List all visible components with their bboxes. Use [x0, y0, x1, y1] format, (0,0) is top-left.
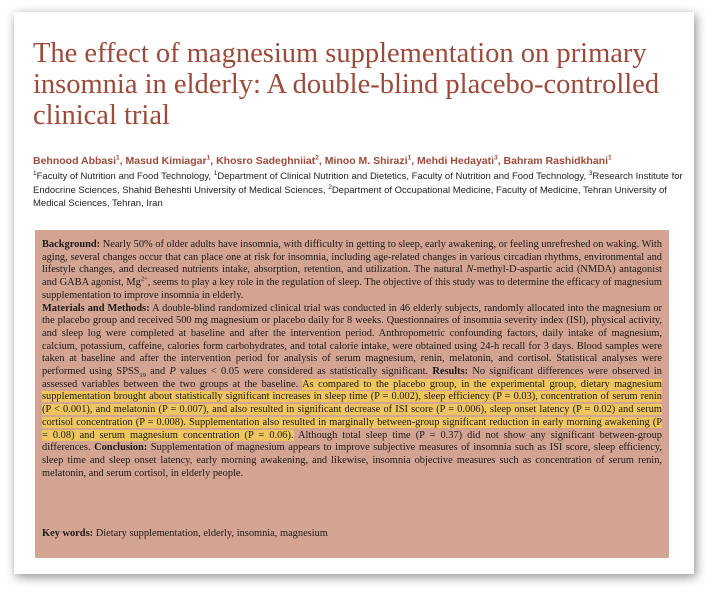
author: Masud Kimiagar$^1$,	[125, 154, 217, 167]
keywords-label: Key words:	[42, 528, 94, 539]
highlighted-text: As compared to the placebo group, in the experimental group, dietary magnesium supplementation brought about statistically significant increases in sleep time (P = 0.002), sleep efficiency (P = 0.03), concentration of serum renin (P < 0.001), and melatonin (P = 0.007), and also resulted in significant decrease of ISI score (P = 0.006), sleep onset latency (P = 0.02) and serum cortisol concentration (P = 0.008). Supplementation also resulted in marginally between-group significant reduction in early morning awakening (P = 0.08) and serum magnesium concentration (P = 0.06).	[42, 378, 663, 441]
keywords: Key words: Dietary supplementation, elderly, insomnia, magnesium	[42, 528, 328, 539]
author: Mehdi Hedayati$^3$,	[417, 154, 504, 167]
author: Behnood Abbasi$^1$	[33, 154, 120, 167]
abstract-box	[35, 230, 669, 558]
conclusion-label: Conclusion:	[94, 442, 148, 454]
author: Khosro Sadeghniiat$^2$,	[216, 154, 325, 167]
paper-page	[14, 12, 694, 574]
paper-title: The effect of magnesium supplementation on primary insomnia in elderly: A double-blind placebo-controlled clinical trial	[33, 38, 660, 131]
author-list: Behnood Abbasi$^1$, Masud Kimiagar$^1$, Khosro Sadeghniiat$^2$, Minoo M. Shirazi$^1$, Mehdi Hedayati$^3$, Bahram Rashidkhani$^1$	[33, 154, 612, 167]
abstract-text: Background: Nearly 50% of older adults have insomnia, with difficulty in getting to sleep, early awakening, or feeling unrefreshed on waking. With aging, several changes occur that can place one at risk for insomnia, including age-related changes in various circadian rhythms, environmental and lifestyle changes, and decreased nutrients intake, absorption, retention, and utilization. The natural N-methyl-D-aspartic acid (NMDA) antagonist and GABA agonist, $Mg^{2+}$, seems to play a key role in the regulation of sleep. The objective of this study was to determine the efficacy of magnesium supplementation to improve insomnia in elderly. Materials and Methods: A double-blind randomized clinical trial was conducted in 46 elderly subjects, randomly allocated into the magnesium or the placebo group and received 500 mg magnesium or placebo daily for 8 weeks. Questionnaires of insomnia severity index (ISI), physical activity, and sleep log were completed at baseline and after the intervention period. Anthropometric confounding factors, daily intake of magnesium, calcium, potassium, caffeine, calories form carbohydrates, and total calorie intake, were obtained using 24-h recall for 3 days. Blood samples were taken at baseline and after the intervention period for analysis of serum magnesium, renin, melatonin, and cortisol. Statistical analyses were performed using $SPSS_{19}$ and P values < 0.05 were considered as statistically significant. Results: No significant differences were observed in assessed variables between the two groups at the baseline. As compared to the placebo group, in the experimental group, dietary magnesium supplementation brought about statistically significant increases in sleep time (P = 0.002), sleep efficiency (P = 0.03), concentration of serum renin (P < 0.001), and melatonin (P = 0.007), and also resulted in significant decrease of ISI score (P = 0.006), sleep onset latency (P = 0.02) and serum cortisol concentration (P = 0.008). Supplementation also resulted in marginally between-group significant reduction in early morning awakening (P = 0.08) and serum magnesium concentration (P = 0.06). Although total sleep time (P = 0.37) did not show any significant between-group differences. Conclusion: Supplementation of magnesium appears to improve subjective measures of insomnia such as ISI score, sleep efficiency, sleep time and sleep onset latency, early morning awakening, and likewise, insomnia objective measures such as concentration of serum renin, melatonin, and serum cortisol, in elderly people.	[42, 239, 663, 479]
author: Minoo M. Shirazi$^1$,	[324, 154, 418, 167]
affiliations: $^1$Faculty of Nutrition and Food Technology, $^1$Department of Clinical Nutrition and Dietetics, Faculty of Nutrition and Food Technology, $^3$Research Institute for Endocrine Sciences, Shahid Beheshti University of Medical Sciences, $^2$Department of Occupational Medicine, Faculty of Medicine, Tehran University of Medical Sciences, Tehran, Iran	[33, 169, 683, 209]
results-label: Results:	[432, 366, 469, 378]
author: Bahram Rashidkhani$^1$	[503, 154, 612, 167]
methods-label: Materials and Methods:	[42, 302, 150, 314]
background-label: Background:	[42, 239, 101, 250]
